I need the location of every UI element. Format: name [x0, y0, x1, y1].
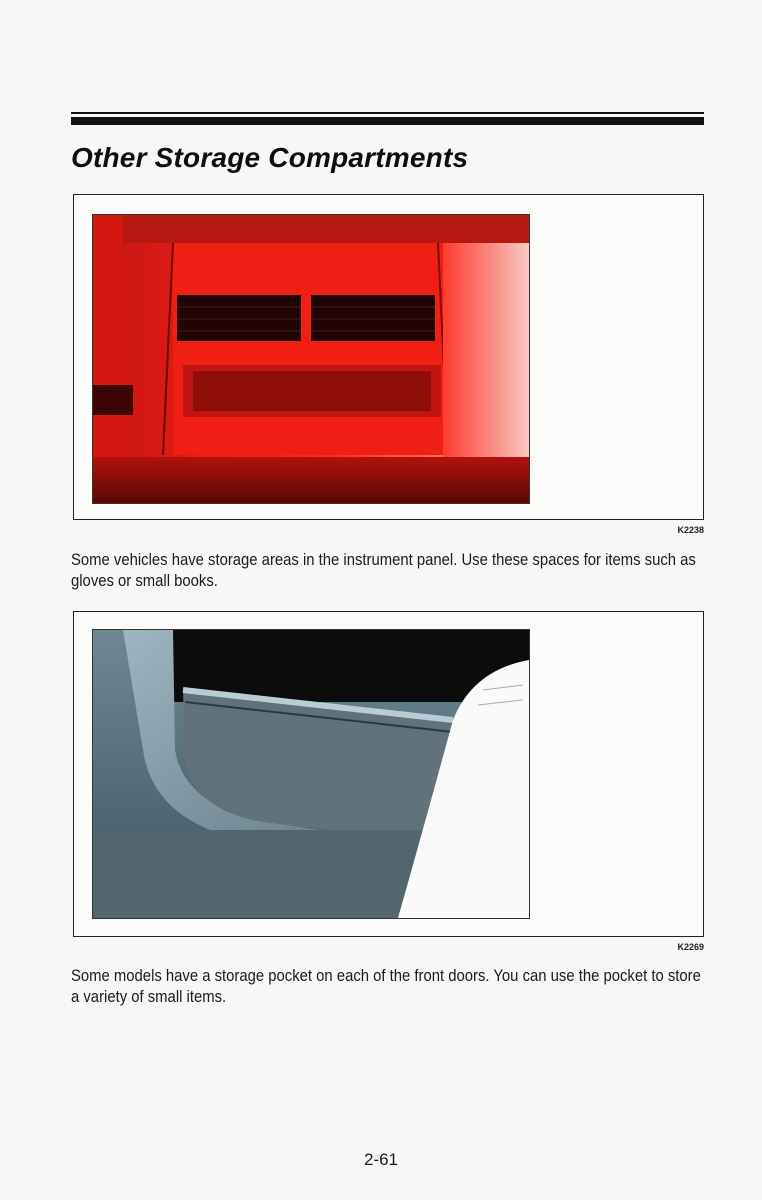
paragraph-door-pocket: Some models have a storage pocket on each of the front doors. You can use the pocket to store a variety of small items. — [71, 967, 701, 1006]
figure-instrument-panel — [73, 194, 704, 520]
figure-door-pocket — [73, 611, 704, 937]
figure-code-2: K2269 — [677, 942, 704, 952]
page-number: 2-61 — [363, 1150, 399, 1169]
instrument-panel-storage-photo — [92, 214, 530, 504]
door-storage-pocket-photo — [92, 629, 530, 919]
figure-code-1: K2238 — [677, 525, 704, 535]
paragraph-instrument-panel: Some vehicles have storage areas in the instrument panel. Use these spaces for items such as gloves or small books. — [71, 551, 696, 590]
header-rule-thick — [71, 117, 704, 125]
page-title: Other Storage Compartments — [71, 142, 469, 173]
header-rule-thin — [71, 112, 704, 114]
